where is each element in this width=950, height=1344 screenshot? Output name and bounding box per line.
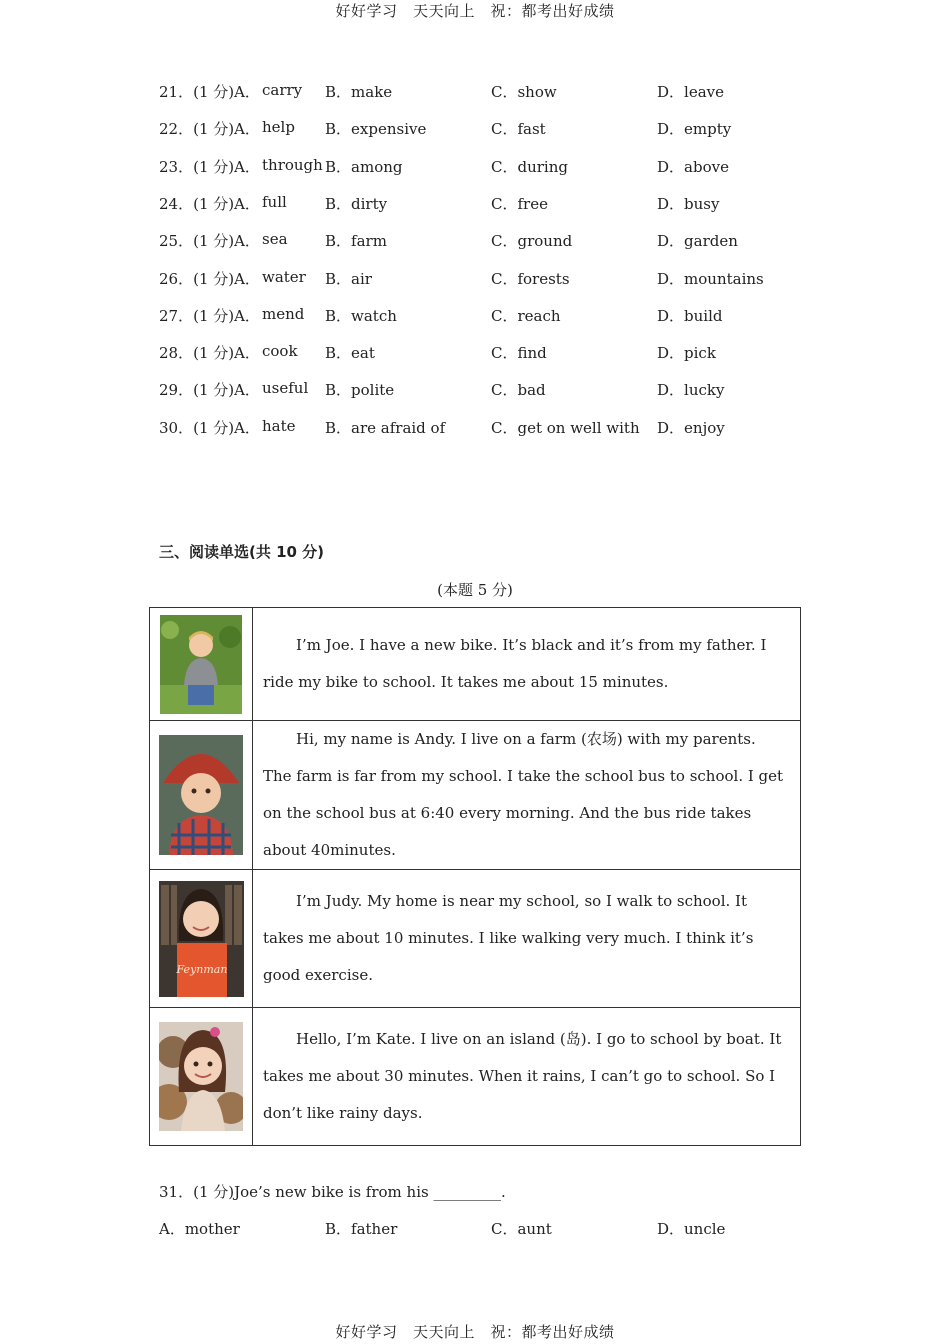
question-number: 30．(1 分)A． [159,418,260,437]
question-row [159,81,879,101]
option-a[interactable]: through [262,155,323,174]
option-b[interactable]: B．watch [325,306,397,325]
option-b[interactable]: B．father [325,1220,398,1238]
passage-andy: Hi, my name is Andy. I live on a farm (农场) with my parents. The farm is far from my school. I take the school bus to school. I get on the school bus at 6:40 every morning. And the bus ride takes about 40minutes. [263,730,784,859]
option-d[interactable]: D．uncle [657,1220,726,1238]
option-b[interactable]: B．among [325,157,403,176]
page-header: 好好学习 天天向上 祝：都考出好成绩 [335,2,615,20]
passage-text-cell [253,721,801,870]
option-a[interactable]: cook [262,342,298,361]
option-b[interactable]: B．polite [325,381,395,400]
passage-text-cell [253,870,801,1008]
section-note: (本题 5 分) [437,581,513,599]
option-c[interactable]: C．show [491,83,557,101]
option-d[interactable]: D．enjoy [657,418,725,437]
option-a[interactable]: hate [262,416,296,435]
question-number: 22．(1 分)A． [159,120,260,139]
option-c[interactable]: C．free [491,194,548,213]
photo-cell [150,608,253,721]
passage-row-judy [150,870,801,1008]
option-b[interactable]: B．dirty [325,194,388,213]
option-d[interactable]: D．empty [657,120,732,139]
question-number: 29．(1 分)A． [159,381,260,400]
option-d[interactable]: D．busy [657,194,720,213]
passage-text-cell [253,1008,801,1146]
question-31-options [159,1218,879,1238]
option-c[interactable]: C．ground [491,232,573,251]
option-a[interactable]: mend [262,304,305,323]
option-c[interactable]: C．bad [491,381,546,400]
option-d[interactable]: D．leave [657,83,724,101]
option-c[interactable]: C．forests [491,269,570,288]
option-c[interactable]: C．get on well with [491,418,640,437]
question-row [159,156,879,176]
option-a[interactable]: help [262,118,295,137]
question-number: 25．(1 分)A． [159,232,260,251]
option-d[interactable]: D．build [657,306,723,325]
question-row [159,342,879,362]
question-number: 28．(1 分)A． [159,344,260,363]
book-title: Feynman [176,962,227,976]
question-number: 21．(1 分)A． [159,83,260,101]
option-d[interactable]: D．garden [657,232,738,251]
reading-table [149,607,801,1146]
photo-cell [150,721,253,870]
option-d[interactable]: D．mountains [657,269,764,288]
passage-row-kate [150,1008,801,1146]
option-d[interactable]: D．above [657,157,729,176]
option-a[interactable]: A．mother [159,1220,240,1238]
option-b[interactable]: B．make [325,83,393,101]
question-row [159,193,879,213]
passage-row-andy [150,721,801,870]
boy-photo-icon [160,615,242,714]
question-row [159,230,879,250]
question-number: 23．(1 分)A． [159,157,260,176]
passage-judy: I’m Judy. My home is near my school, so I walk to school. It takes me about 10 minutes. I like walking very much. I think it’s good exercise. [263,892,754,984]
question-row [159,268,879,288]
option-c[interactable]: C．fast [491,120,546,139]
question-row [159,379,879,399]
passage-kate: Hello, I’m Kate. I live on an island (岛). I go to school by boat. It takes me about 30 minutes. When it rains, I can’t go to school. So I don’t like rainy days. [263,1030,782,1122]
photo-cell [150,1008,253,1146]
option-c[interactable]: C．aunt [491,1220,552,1238]
question-row [159,417,879,437]
question-31-stem: 31．(1 分)Joe’s new bike is from his _________. [159,1183,506,1201]
page-footer: 好好学习 天天向上 祝：都考出好成绩 [335,1323,615,1341]
passage-row-joe [150,608,801,721]
passage-joe: I’m Joe. I have a new bike. It’s black and it’s from my father. I ride my bike to school. It takes me about 15 minutes. [263,636,767,691]
option-b[interactable]: B．air [325,269,372,288]
option-b[interactable]: B．expensive [325,120,427,139]
question-number: 24．(1 分)A． [159,194,260,213]
girl-book-photo-icon [159,881,244,997]
photo-cell [150,870,253,1008]
option-c[interactable]: C．during [491,157,568,176]
option-a[interactable]: useful [262,379,309,398]
option-c[interactable]: C．reach [491,306,561,325]
option-a[interactable]: sea [262,230,288,249]
boy-cap-photo-icon [159,735,243,855]
girl-teddy-photo-icon [159,1022,243,1131]
passage-text-cell [253,608,801,721]
option-d[interactable]: D．lucky [657,381,725,400]
question-number: 27．(1 分)A． [159,306,260,325]
question-row [159,118,879,138]
option-d[interactable]: D．pick [657,344,716,363]
option-a[interactable]: water [262,267,306,286]
option-b[interactable]: B．are afraid of [325,418,446,437]
option-b[interactable]: B．eat [325,344,375,363]
section-title: 三、阅读单选(共 10 分) [159,543,325,561]
question-number: 26．(1 分)A． [159,269,260,288]
option-c[interactable]: C．find [491,344,547,363]
question-row [159,305,879,325]
option-a[interactable]: full [262,192,287,211]
option-b[interactable]: B．farm [325,232,387,251]
option-a[interactable]: carry [262,81,303,99]
